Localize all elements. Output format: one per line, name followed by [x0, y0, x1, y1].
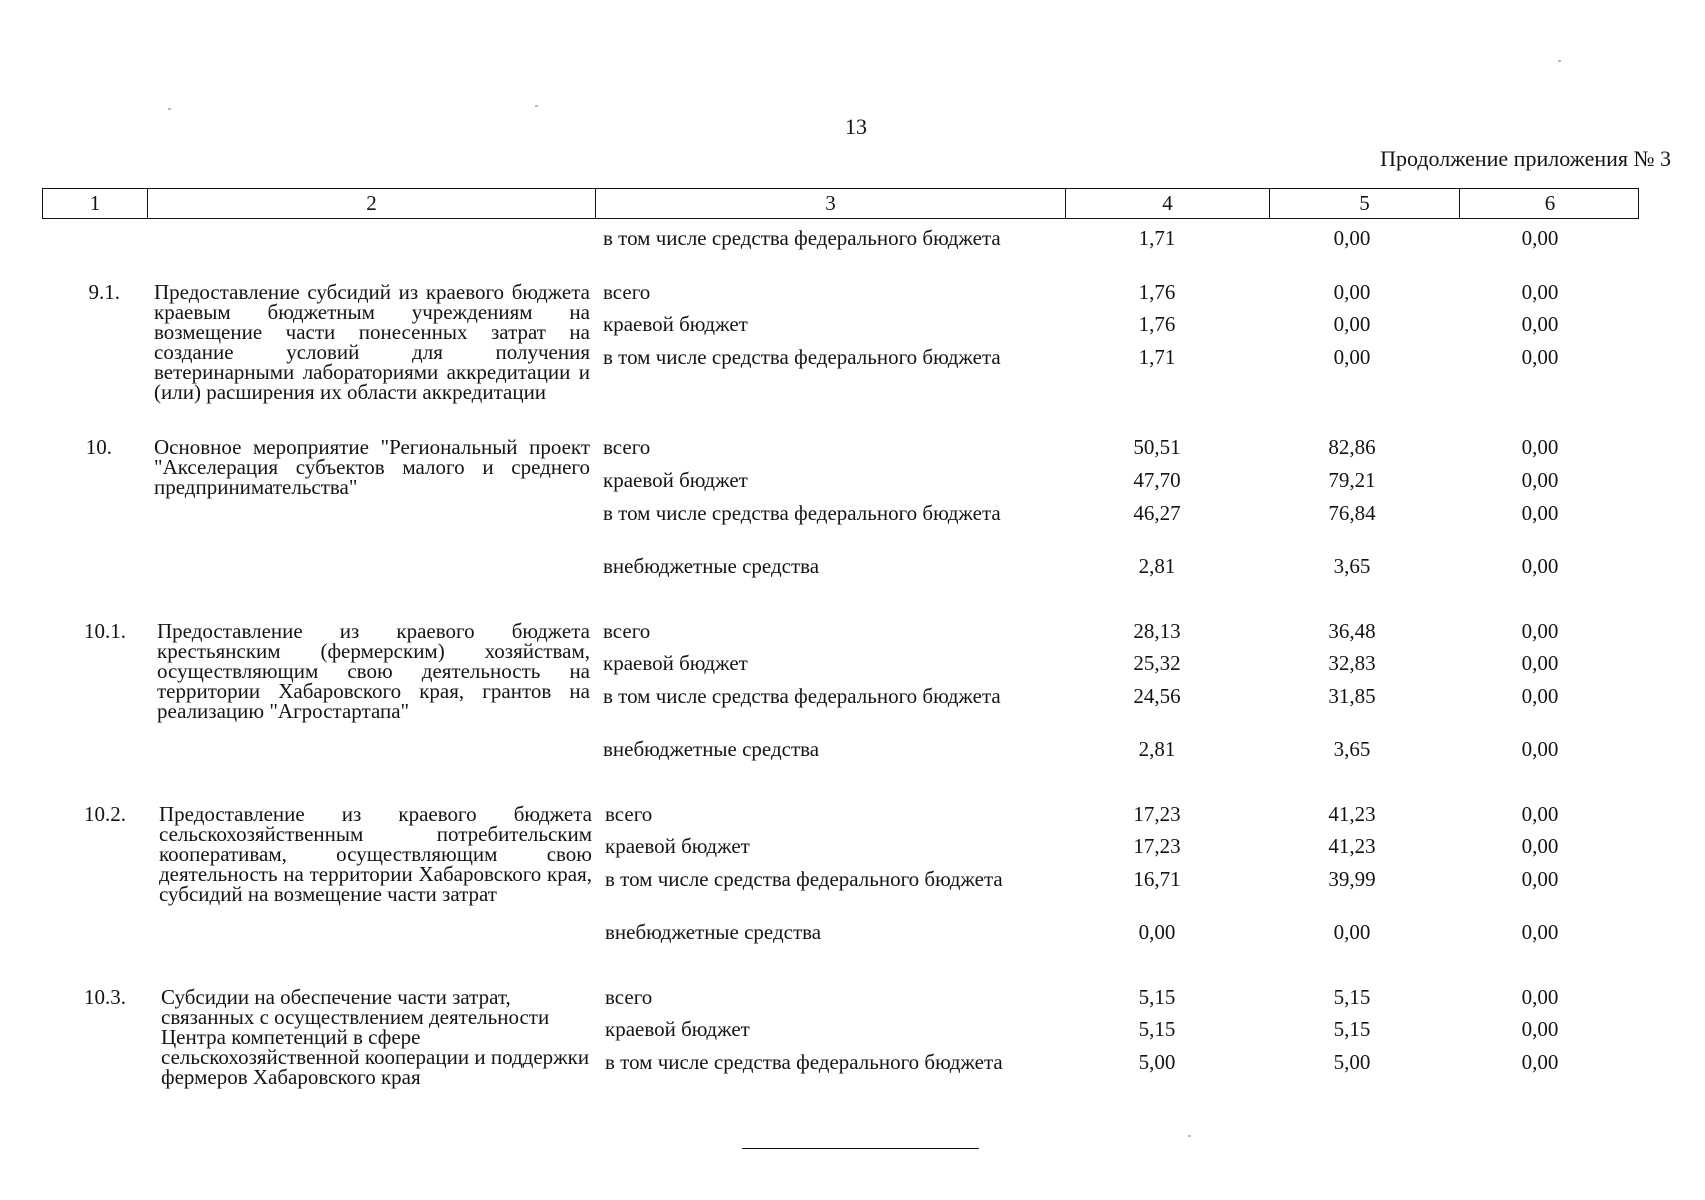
value-col4: 5,15 [1138, 1017, 1176, 1041]
value-col4: 17,23 [1133, 802, 1181, 826]
value-col5: 0,00 [1333, 280, 1371, 304]
value-col5: 82,86 [1328, 435, 1376, 459]
value-col5: 3,65 [1333, 737, 1371, 761]
value-col4: 46,27 [1133, 501, 1181, 525]
source-cell: в том числе средства федерального бюджета [603, 684, 1001, 708]
source-cell: внебюджетные средства [603, 737, 820, 761]
value-col6: 0,00 [1521, 280, 1559, 304]
value-col4: 1,71 [1138, 226, 1176, 250]
value-col5: 39,99 [1328, 867, 1376, 891]
value-col4: 25,32 [1133, 651, 1181, 675]
value-col4: 47,70 [1133, 468, 1181, 492]
value-col5: 5,00 [1333, 1050, 1371, 1074]
value-col5: 0,00 [1333, 312, 1371, 336]
value-col4: 2,81 [1138, 737, 1176, 761]
source-cell: внебюджетные средства [603, 554, 820, 578]
value-col6: 0,00 [1521, 651, 1559, 675]
closing-rule [742, 1148, 979, 1149]
description-cell: Предоставление субсидий из краевого бюджета краевым бюджетным учреждениям на возмещение части понесенных затрат на создание условий для получения ветеринарными лабораториями аккредитации и (или) расширения их области аккредитации [154, 280, 590, 404]
value-col5: 5,15 [1333, 1017, 1371, 1041]
value-col5: 3,65 [1333, 554, 1371, 578]
value-col6: 0,00 [1521, 312, 1559, 336]
page-subtitle: Продолжение приложения № 3 [1380, 146, 1671, 171]
description-cell: Субсидии на обеспечение части затрат, связанных с осуществлением деятельности Центра компетенций в сфере сельскохозяйственной кооперации и поддержки фермеров Хабаровского края [161, 985, 590, 1089]
value-col6: 0,00 [1521, 554, 1559, 578]
source-cell: в том числе средства федерального бюджета [603, 226, 1001, 250]
value-col5: 41,23 [1328, 834, 1376, 858]
source-cell: краевой бюджет [605, 1017, 750, 1041]
source-cell: краевой бюджет [603, 468, 748, 492]
source-cell: всего [603, 280, 651, 304]
source-cell: всего [605, 985, 653, 1009]
value-col5: 5,15 [1333, 985, 1371, 1009]
scan-speck [535, 105, 538, 107]
value-col5: 76,84 [1328, 501, 1376, 525]
page-number: 13 [845, 114, 867, 139]
header-cell-3: 3 [595, 189, 1065, 218]
value-col4: 28,13 [1133, 619, 1181, 643]
value-col6: 0,00 [1521, 501, 1559, 525]
source-cell: всего [603, 619, 651, 643]
header-cell-1: 1 [89, 191, 101, 215]
value-col4: 1,71 [1138, 345, 1176, 369]
source-cell: внебюджетные средства [605, 920, 822, 944]
value-col6: 0,00 [1521, 619, 1559, 643]
source-cell: краевой бюджет [605, 834, 750, 858]
value-col5: 79,21 [1328, 468, 1376, 492]
value-col6: 0,00 [1521, 802, 1559, 826]
description-cell: Основное мероприятие "Региональный проект "Акселерация субъектов малого и среднего предпринимательства" [154, 435, 590, 499]
header-cell-4: 4 [1065, 189, 1269, 218]
description-cell: Предоставление из краевого бюджета крестьянским (фермерским) хозяйствам, осуществляющим свою деятельность на территории Хабаровского края, грантов на реализацию "Агростартапа" [157, 619, 590, 723]
scan-speck [168, 108, 171, 110]
value-col6: 0,00 [1521, 226, 1559, 250]
value-col6: 0,00 [1521, 435, 1559, 459]
source-cell: в том числе средства федерального бюджета [603, 345, 1001, 369]
value-col4: 5,00 [1138, 1050, 1176, 1074]
header-cell-5: 5 [1269, 189, 1459, 218]
source-cell: в том числе средства федерального бюджета [603, 501, 1001, 525]
value-col4: 50,51 [1133, 435, 1181, 459]
row-number: 10.1. [84, 619, 126, 643]
scan-speck [1558, 60, 1561, 62]
row-number: 9.1. [88, 280, 120, 304]
value-col6: 0,00 [1521, 737, 1559, 761]
row-number: 10. [85, 435, 112, 459]
value-col5: 0,00 [1333, 920, 1371, 944]
value-col6: 0,00 [1521, 468, 1559, 492]
value-col6: 0,00 [1521, 345, 1559, 369]
table-header-row [42, 188, 1639, 219]
value-col4: 0,00 [1138, 920, 1176, 944]
scan-speck [1188, 1135, 1191, 1137]
value-col6: 0,00 [1521, 920, 1559, 944]
header-cell-2: 2 [147, 189, 595, 218]
value-col6: 0,00 [1521, 985, 1559, 1009]
value-col4: 1,76 [1138, 312, 1176, 336]
value-col4: 5,15 [1138, 985, 1176, 1009]
row-number: 10.2. [84, 802, 126, 826]
header-cell-6: 6 [1459, 189, 1640, 218]
value-col4: 24,56 [1133, 684, 1181, 708]
value-col4: 1,76 [1138, 280, 1176, 304]
source-cell: краевой бюджет [603, 651, 748, 675]
value-col5: 36,48 [1328, 619, 1376, 643]
value-col5: 32,83 [1328, 651, 1376, 675]
value-col4: 2,81 [1138, 554, 1176, 578]
source-cell: всего [603, 435, 651, 459]
value-col5: 41,23 [1328, 802, 1376, 826]
value-col4: 16,71 [1133, 867, 1181, 891]
value-col6: 0,00 [1521, 867, 1559, 891]
source-cell: всего [605, 802, 653, 826]
source-cell: в том числе средства федерального бюджета [605, 1050, 1003, 1074]
source-cell: в том числе средства федерального бюджета [605, 867, 1003, 891]
value-col5: 31,85 [1328, 684, 1376, 708]
source-cell: краевой бюджет [603, 312, 748, 336]
row-number: 10.3. [84, 985, 126, 1009]
value-col5: 0,00 [1333, 226, 1371, 250]
value-col5: 0,00 [1333, 345, 1371, 369]
value-col6: 0,00 [1521, 834, 1559, 858]
value-col6: 0,00 [1521, 1017, 1559, 1041]
value-col6: 0,00 [1521, 684, 1559, 708]
value-col4: 17,23 [1133, 834, 1181, 858]
value-col6: 0,00 [1521, 1050, 1559, 1074]
description-cell: Предоставление из краевого бюджета сельскохозяйственным потребительским кооперативам, осуществляющим свою деятельность на территории Хабаровского края, субсидий на возмещение части затрат [159, 802, 592, 906]
